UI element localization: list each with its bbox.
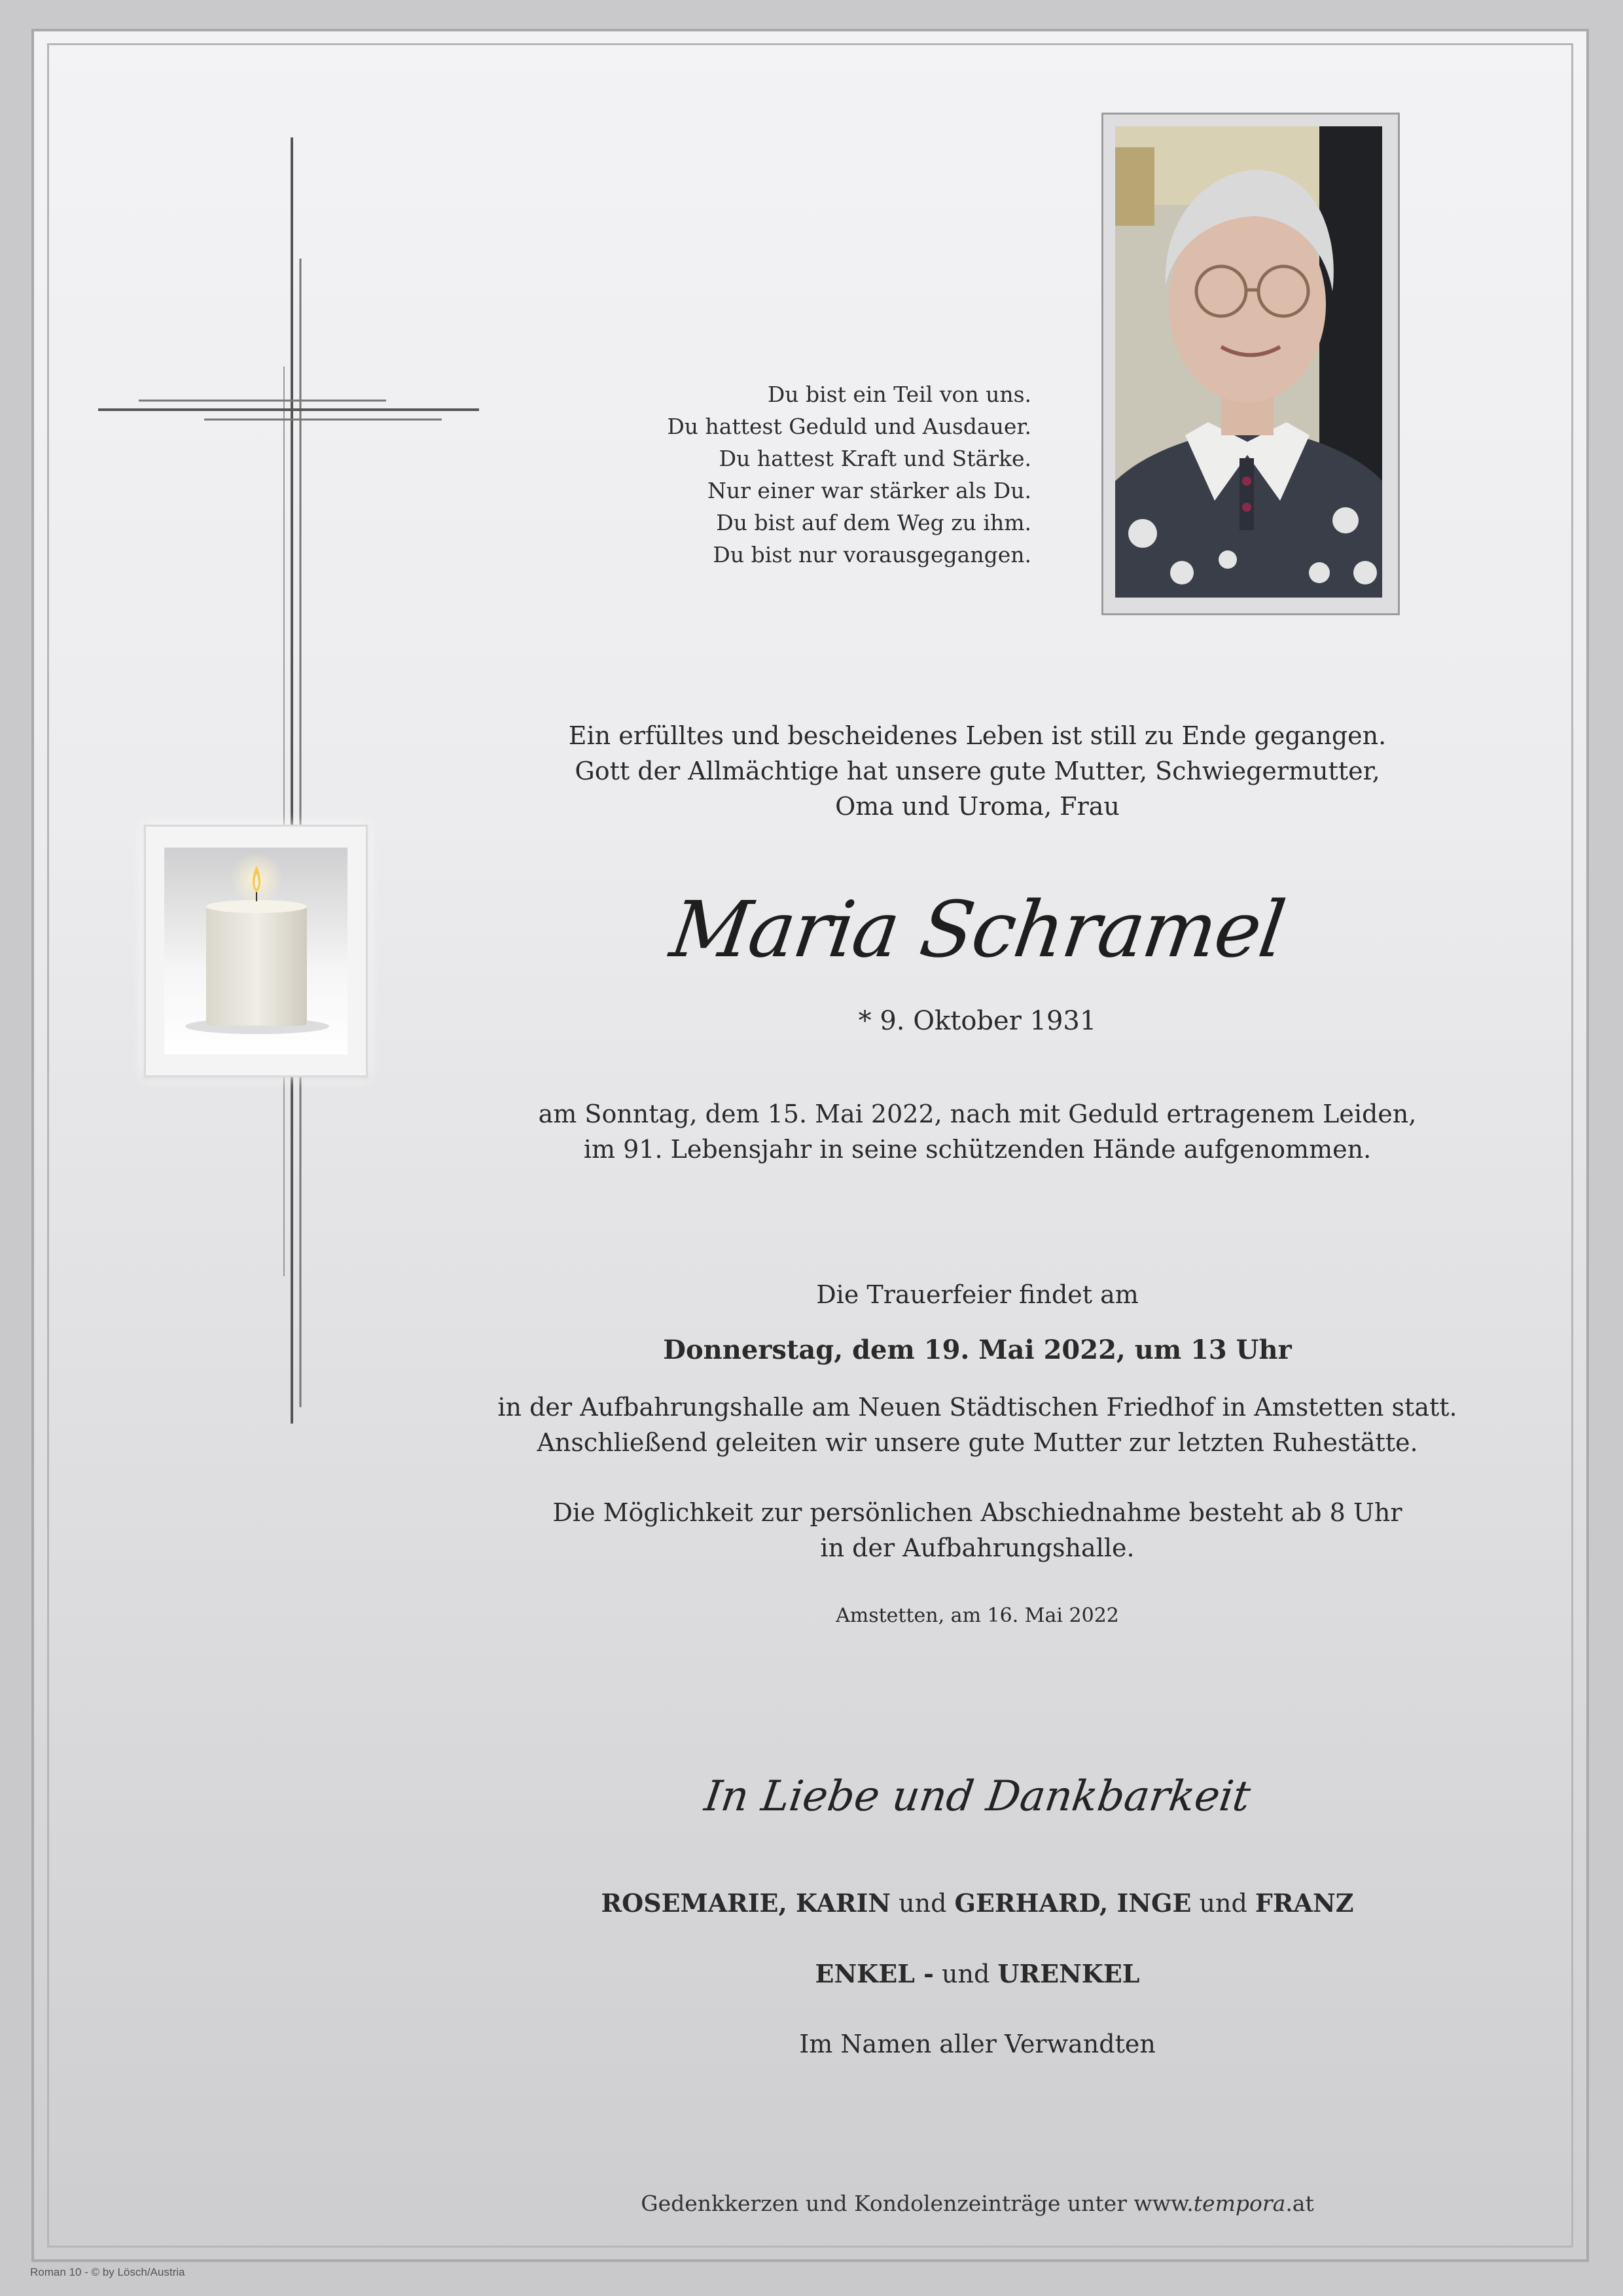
poem-line: Nur einer war stärker als Du. — [707, 478, 1031, 503]
conjunction: und — [899, 1889, 947, 1918]
intro-text — [0, 718, 1623, 824]
death-text — [0, 1096, 1623, 1167]
birth-date: * 9. Oktober 1931 — [858, 1006, 1097, 1036]
intro-line: Oma und Uroma, Frau — [835, 792, 1120, 821]
intro-line: Gott der Allmächtige hat unsere gute Mutter, Schwiegermutter, — [575, 757, 1380, 785]
footer — [0, 2189, 1623, 2219]
footer-text: Gedenkkerzen und Kondolenzeinträge unter www. — [641, 2191, 1194, 2216]
death-line: am Sonntag, dem 15. Mai 2022, nach mit Geduld ertragenem Leiden, — [538, 1100, 1417, 1128]
deceased-name: Maria Schramel — [665, 884, 1290, 975]
poem-line: Du bist ein Teil von uns. — [767, 382, 1031, 407]
place-date: Amstetten, am 16. Mai 2022 — [836, 1604, 1119, 1627]
location-line: in der Aufbahrungshalle am Neuen Städtischen Friedhof in Amstetten statt. — [497, 1393, 1457, 1422]
location-text — [0, 1390, 1623, 1460]
copyright: Roman 10 - © by Lösch/Austria — [30, 2266, 185, 2278]
farewell-text — [0, 1495, 1623, 1566]
footer-brand[interactable]: tempora — [1193, 2191, 1286, 2216]
great-grandchildren-label: URENKEL — [997, 1959, 1140, 1988]
conjunction: und — [942, 1960, 990, 1988]
ceremony-intro: Die Trauerfeier findet am — [816, 1280, 1139, 1309]
mourner-names: ROSEMARIE, KARIN — [601, 1888, 891, 1918]
poem-line: Du bist auf dem Weg zu ihm. — [716, 510, 1031, 535]
mourner-names: GERHARD, INGE — [954, 1888, 1192, 1918]
grandchildren-label: ENKEL - — [815, 1959, 934, 1988]
poem-line: Du bist nur vorausgegangen. — [713, 542, 1031, 567]
portrait-photo — [1101, 113, 1400, 615]
ceremony-date: Donnerstag, dem 19. Mai 2022, um 13 Uhr — [663, 1335, 1292, 1365]
location-line: Anschließend geleiten wir unsere gute Mutter zur letzten Ruhestätte. — [537, 1428, 1418, 1457]
intro-line: Ein erfülltes und bescheidenes Leben ist still zu Ende gegangen. — [568, 721, 1387, 750]
mourner-names: FRANZ — [1255, 1888, 1354, 1918]
closing-phrase: In Liebe und Dankbarkeit — [701, 1772, 1254, 1821]
poem-line: Du hattest Geduld und Ausdauer. — [667, 414, 1031, 439]
farewell-line: Die Möglichkeit zur persönlichen Abschiednahme besteht ab 8 Uhr — [552, 1498, 1402, 1527]
death-line: im 91. Lebensjahr in seine schützenden Hände aufgenommen. — [583, 1135, 1372, 1164]
poem-line: Du hattest Kraft und Stärke. — [719, 446, 1031, 471]
mourners-list — [0, 1885, 1623, 1922]
farewell-line: in der Aufbahrungshalle. — [820, 1534, 1135, 1562]
footer-tld: .at — [1285, 2191, 1314, 2216]
poem — [628, 378, 1031, 571]
conjunction: und — [1199, 1889, 1247, 1918]
relatives-line: Im Namen aller Verwandten — [799, 2030, 1156, 2058]
grandchildren — [0, 1956, 1623, 1992]
